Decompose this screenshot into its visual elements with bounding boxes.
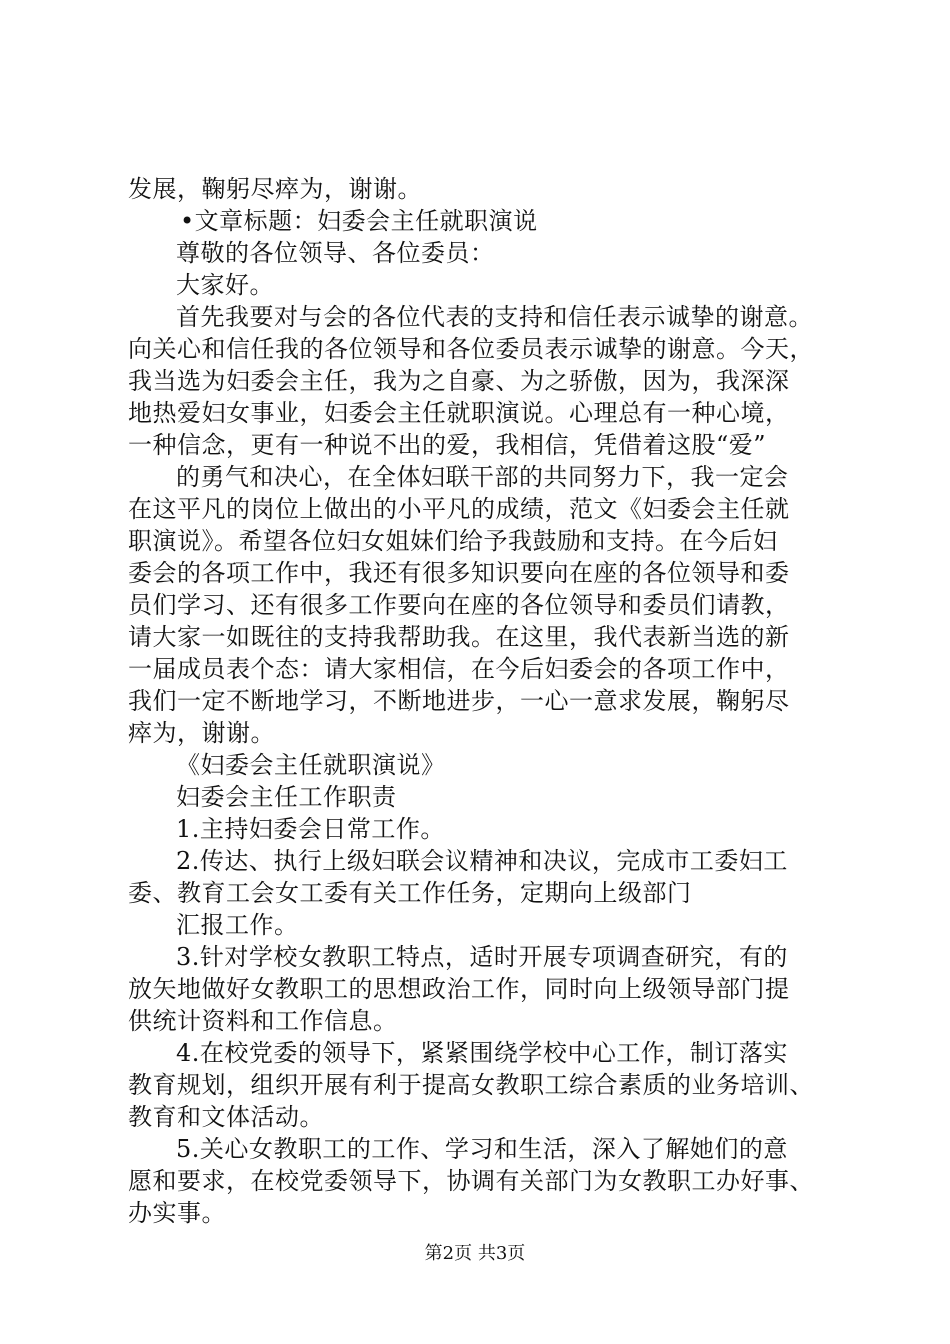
text-line: 一种信念，更有一种说不出的爱，我相信，凭借着这股“爱” [128,431,767,459]
text-line: 供统计资料和工作信息。 [128,1007,398,1035]
text-line: 5.关心女教职工的工作、学习和生活，深入了解她们的意 [176,1135,788,1163]
text-line: 4.在校党委的领导下，紧紧围绕学校中心工作，制订落实 [176,1039,788,1067]
text-line: 大家好。 [176,271,274,299]
text-line: 向关心和信任我的各位领导和各位委员表示诚挚的谢意。今天， [128,335,814,363]
text-line: 请大家一如既往的支持我帮助我。在这里，我代表新当选的新 [128,623,790,651]
document-body [128,173,848,1229]
text-line: 尊敬的各位领导、各位委员： [176,239,495,267]
text-line: 地热爱妇女事业，妇委会主任就职演说。心理总有一种心境， [128,399,790,427]
text-line: •文章标题：妇委会主任就职演说 [180,207,538,235]
text-line: 办实事。 [128,1199,226,1227]
text-line: 放矢地做好女教职工的思想政治工作，同时向上级领导部门提 [128,975,790,1003]
text-line: 《妇委会主任就职演说》 [176,751,446,779]
text-line: 在这平凡的岗位上做出的小平凡的成绩，范文《妇委会主任就 [128,495,790,523]
text-line: 妇委会主任工作职责 [176,783,397,811]
text-line: 教育规划，组织开展有利于提高女教职工综合素质的业务培训、 [128,1071,814,1099]
text-line: 2.传达、执行上级妇联会议精神和决议，完成市工委妇工 [176,847,788,875]
text-line: 员们学习、还有很多工作要向在座的各位领导和委员们请教， [128,591,790,619]
text-line: 委会的各项工作中，我还有很多知识要向在座的各位领导和委 [128,559,790,587]
text-line: 的勇气和决心，在全体妇联干部的共同努力下，我一定会 [176,463,789,491]
text-line: 我当选为妇委会主任，我为之自豪、为之骄傲，因为，我深深 [128,367,790,395]
text-line: 发展，鞠躬尽瘁为，谢谢。 [128,175,422,203]
text-line: 委、教育工会女工委有关工作任务，定期向上级部门 [128,879,692,907]
text-line: 首先我要对与会的各位代表的支持和信任表示诚挚的谢意。 [176,303,813,331]
text-line: 教育和文体活动。 [128,1103,324,1131]
text-line: 职演说》。希望各位妇女姐妹们给予我鼓励和支持。在今后妇 [128,527,778,555]
text-line: 愿和要求，在校党委领导下，协调有关部门为女教职工办好事、 [128,1167,814,1195]
text-line: 汇报工作。 [176,911,299,939]
text-line: 瘁为，谢谢。 [128,719,275,747]
text-line: 一届成员表个态：请大家相信，在今后妇委会的各项工作中， [128,655,790,683]
text-line: 我们一定不断地学习，不断地进步，一心一意求发展，鞠躬尽 [128,687,790,715]
text-line: 3.针对学校女教职工特点，适时开展专项调查研究，有的 [176,943,788,971]
page-footer: 第2页 共3页 [424,1243,526,1264]
text-line: 1.主持妇委会日常工作。 [176,815,445,843]
